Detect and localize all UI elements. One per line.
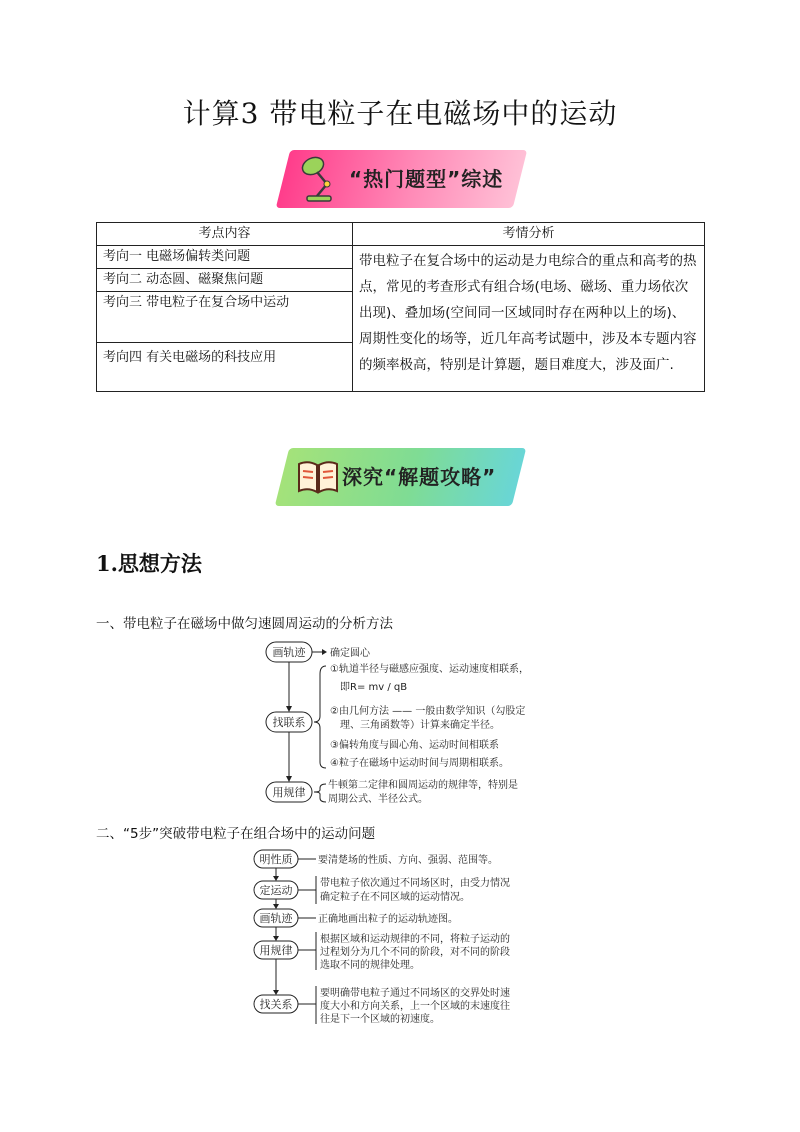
flow-step [254, 932, 510, 971]
relation-item: 理、三角函数等）计算来确定半径。 [340, 720, 500, 731]
relation-item: ④粒子在磁场中运动时间与周期相联系。 [330, 758, 509, 769]
node-label: 用规律 [272, 786, 306, 799]
flow-step [254, 909, 458, 927]
step-line: 过程划分为几个不同的阶段，对不同的阶段 [320, 947, 510, 958]
step-line: 正确地画出粒子的运动轨迹图。 [318, 914, 458, 925]
step-label: 定运动 [259, 884, 293, 897]
flow-node-use-rules [266, 782, 312, 802]
table-row: 考向三 带电粒子在复合场中运动 [97, 292, 353, 343]
five-step-flowchart [252, 848, 552, 1028]
open-book-icon [296, 458, 340, 498]
solving-strategy-banner [282, 448, 519, 506]
subheading-2: 二、“5步”突破带电粒子在组合场中的运动问题 [96, 826, 376, 842]
step-line: 度大小和方向关系，上一个区域的末速度往 [320, 1001, 510, 1012]
table-row: 考向一 电磁场偏转类问题 [97, 246, 353, 269]
table-row: 考向四 有关电磁场的科技应用 [97, 343, 353, 392]
step-line: 要清楚场的性质、方向、强弱、范围等。 [318, 855, 498, 866]
section-heading: 1.思想方法 [96, 551, 202, 576]
table-header-right: 考情分析 [353, 223, 705, 246]
step-line: 选取不同的规律处理。 [320, 960, 420, 971]
analysis-cell: 带电粒子在复合场中的运动是力电综合的重点和高考的热点，常见的考查形式有组合场(电场、磁场、重力场依次出现)、叠加场(空间同一区域同时存在两种以上的场)、周期性变化的场等，近几年高考试题中，涉及本专题内容的频率极高，特别是计算题，题目难度大，涉及面广. [353, 246, 705, 392]
step-label: 用规律 [259, 944, 293, 957]
step-line: 要明确带电粒子通过不同场区的交界处时速 [320, 988, 510, 999]
table-header-left: 考点内容 [97, 223, 353, 246]
desk-lamp-icon [299, 154, 343, 204]
circular-motion-flowchart [264, 638, 564, 808]
subheading-1: 一、带电粒子在磁场中做匀速圆周运动的分析方法 [96, 616, 393, 632]
rule-line: 周期公式、半径公式。 [328, 794, 428, 805]
node-label: 画轨迹 [272, 646, 306, 659]
rule-line: 牛顿第二定律和圆周运动的规律等，特别是 [328, 780, 518, 791]
node-note: 确定圆心 [330, 648, 370, 659]
solving-strategy-label: 深究“解题攻略” [342, 465, 497, 489]
page-title: 计算3 带电粒子在电磁场中的运动 [182, 97, 618, 130]
step-label: 明性质 [259, 853, 293, 866]
flow-step [254, 986, 510, 1025]
hot-topics-banner [283, 150, 520, 208]
step-line: 确定粒子在不同区域的运动情况。 [320, 892, 470, 903]
relation-item: 即R= mv / qB [340, 682, 408, 693]
node-label: 找联系 [272, 716, 306, 729]
step-line: 带电粒子依次通过不同场区时，由受力情况 [320, 878, 510, 889]
step-line: 根据区域和运动规律的不同，将粒子运动的 [320, 934, 510, 945]
relation-item: ②由几何方法 —— 一般由数学知识（勾股定 [330, 706, 526, 717]
table-row: 考向二 动态圆、磁聚焦问题 [97, 269, 353, 292]
step-label: 画轨迹 [259, 912, 293, 925]
topics-table [96, 222, 705, 392]
flow-step [254, 876, 510, 904]
hot-topics-label: “热门题型”综述 [349, 167, 504, 191]
step-line: 往是下一个区域的初速度。 [320, 1014, 440, 1025]
relation-item: ①轨道半径与磁感应强度、运动速度相联系， [330, 664, 529, 675]
relation-item: ③偏转角度与圆心角、运动时间相联系 [330, 740, 499, 751]
flow-node-draw-trajectory [266, 642, 312, 662]
flow-node-find-relation [266, 712, 312, 732]
flow-step [254, 850, 498, 868]
step-label: 找关系 [259, 998, 293, 1011]
